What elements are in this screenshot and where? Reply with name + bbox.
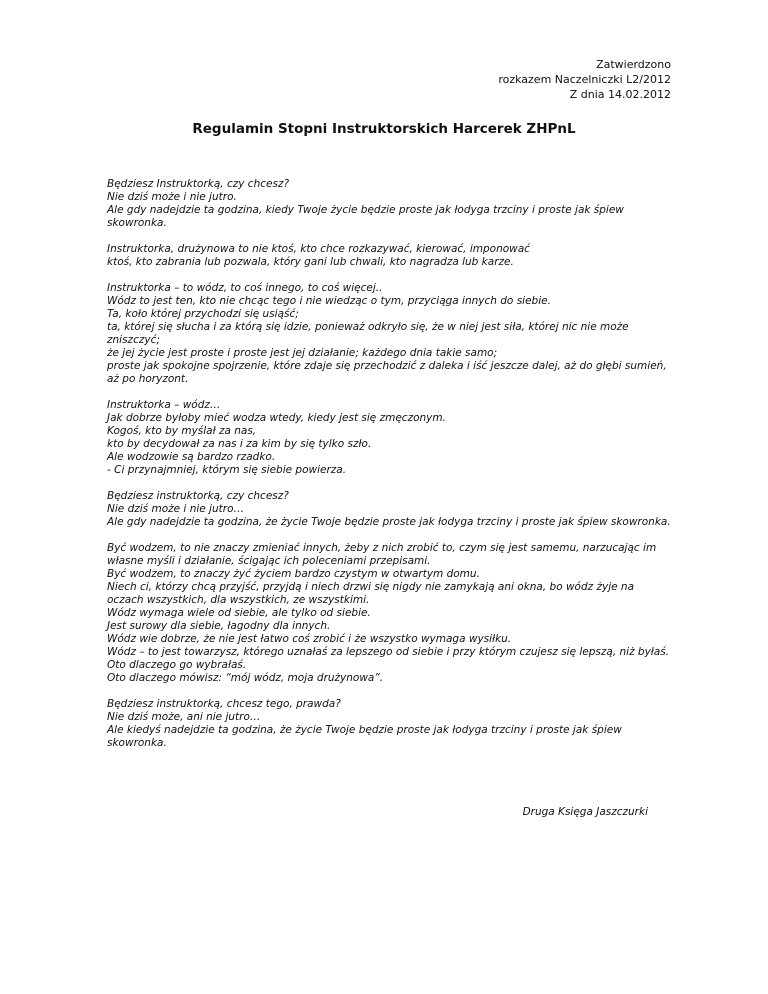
stanza-line: Oto dlaczego go wybrałaś. xyxy=(107,659,247,671)
stanza-line: Wódz wie dobrze, że nie jest łatwo coś zrobić i że wszystko wymaga wysiłku. xyxy=(107,633,512,645)
stanza-line: ta, której się słucha i za którą się idzie, ponieważ odkryło się, że w niej jest siła, której nic nie może zniszczyć; xyxy=(107,321,629,346)
document-title: Regulamin Stopni Instruktorskich Harcerek ZHPnL xyxy=(192,121,576,137)
stanza-line: Ale gdy nadejdzie ta godzina, kiedy Twoje życie będzie proste jak łodyga trzciny i proste jak śpiew skowronka. xyxy=(107,204,624,229)
stanza-line: Nie dziś może i nie jutro… xyxy=(107,503,244,515)
stanza xyxy=(107,698,672,750)
stanza-line: Będziesz instruktorką, czy chcesz? xyxy=(107,490,289,502)
stanza-line: Instruktorka, drużynowa to nie ktoś, kto chce rozkazywać, kierować, imponować xyxy=(107,243,530,255)
stanza-line: Ale kiedyś nadejdzie ta godzina, że życie Twoje będzie proste jak łodyga trzciny i proste jak śpiew skowronka. xyxy=(107,724,622,749)
stanza-line: proste jak spokojne spojrzenie, które zdaje się przechodzić z daleka i iść jeszcze dalej, aż do głębi sumień, aż po horyzont. xyxy=(107,360,667,385)
source-attribution: Druga Księga Jaszczurki xyxy=(522,806,648,818)
stanza-line: Wódz – to jest towarzysz, którego uznałaś za lepszego od siebie i przy którym czujesz się lepszą, niż byłaś. xyxy=(107,646,670,658)
stanza-line: Niech ci, którzy chcą przyjść, przyjdą i niech drzwi się nigdy nie zamykają ani okna, bo wódz żyje na oczach wszystkich, dla wszystkich, ze wszystkimi. xyxy=(107,581,635,606)
stanza-line: Wódz wymaga wiele od siebie, ale tylko od siebie. xyxy=(107,607,371,619)
stanza-line: - Ci przynajmniej, którym się siebie powierza. xyxy=(107,464,347,476)
stanza xyxy=(107,399,672,477)
stanza-line: Ta, koło której przychodzi się usiąść; xyxy=(107,308,299,320)
stanza-line: Oto dlaczego mówisz: “mój wódz, moja drużynowa”. xyxy=(107,672,384,684)
stanza xyxy=(107,490,672,529)
approval-line: Zatwierdzono xyxy=(596,58,671,71)
approval-note xyxy=(498,57,671,102)
stanza-line: Instruktorka – to wódz, to coś innego, to coś więcej.. xyxy=(107,282,383,294)
stanza xyxy=(107,243,672,269)
approval-line: rozkazem Naczelniczki L2/2012 xyxy=(498,73,671,86)
stanza-line: Być wodzem, to nie znaczy zmieniać innych, żeby z nich zrobić to, czym się jest samemu, narzucając im własne myśli i działanie, ścigając ich poleceniami przepisami. xyxy=(107,542,657,567)
stanza xyxy=(107,178,672,230)
stanza xyxy=(107,542,672,685)
stanza-line: Będziesz Instruktorką, czy chcesz? xyxy=(107,178,290,190)
stanza-line: Ale wodzowie są bardzo rzadko. xyxy=(107,451,276,463)
stanza-line: Być wodzem, to znaczy żyć życiem bardzo czystym w otwartym domu. xyxy=(107,568,480,580)
approval-date: Z dnia 14.02.2012 xyxy=(569,88,671,101)
stanza-line: Kogoś, kto by myślał za nas, xyxy=(107,425,257,437)
stanza-line: Ale gdy nadejdzie ta godzina, że życie Twoje będzie proste jak łodyga trzciny i proste jak śpiew skowronka. xyxy=(107,516,671,528)
stanza-line: Instruktorka – wódz… xyxy=(107,399,221,411)
stanza-line: że jej życie jest proste i proste jest jej działanie; każdego dnia takie samo; xyxy=(107,347,498,359)
document-body xyxy=(107,178,672,763)
stanza-line: Nie dziś może i nie jutro. xyxy=(107,191,237,203)
stanza-line: ktoś, kto zabrania lub pozwala, który gani lub chwali, kto nagradza lub karze. xyxy=(107,256,514,268)
stanza-line: Nie dziś może, ani nie jutro… xyxy=(107,711,261,723)
stanza-line: kto by decydował za nas i za kim by się tylko szło. xyxy=(107,438,372,450)
stanza-line: Wódz to jest ten, kto nie chcąc tego i nie wiedząc o tym, przyciąga innych do siebie. xyxy=(107,295,551,307)
stanza-line: Będziesz instruktorką, chcesz tego, prawda? xyxy=(107,698,341,710)
stanza-line: Jest surowy dla siebie, łagodny dla innych. xyxy=(107,620,331,632)
stanza xyxy=(107,282,672,386)
stanza-line: Jak dobrze byłoby mieć wodza wtedy, kiedy jest się zmęczonym. xyxy=(107,412,446,424)
